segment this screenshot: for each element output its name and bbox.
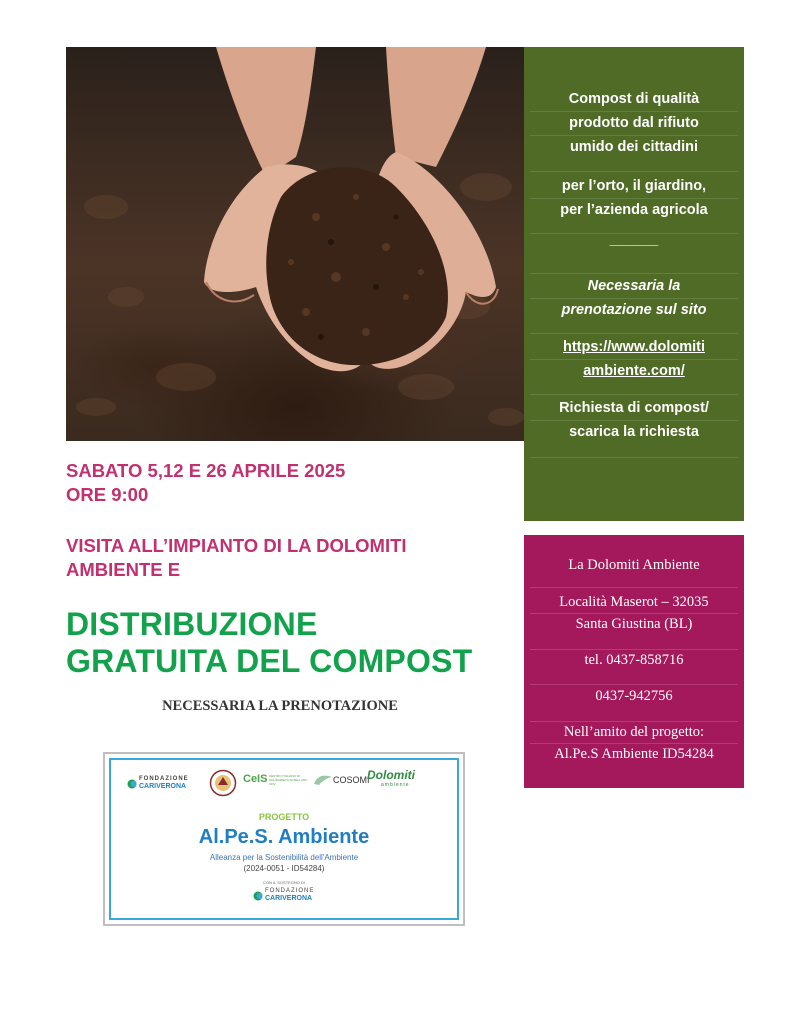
panel-divider: [530, 394, 738, 395]
panel-divider: [530, 457, 738, 458]
panel-text-line: prodotto dal rifiuto: [569, 115, 699, 131]
ceis-text: CeIS: [243, 773, 268, 785]
phone-number[interactable]: 0437-942756: [595, 688, 673, 704]
booking-note: prenotazione sul sito: [561, 302, 707, 318]
panel-divider: [530, 587, 738, 588]
hands-holding-soil-illustration: [66, 47, 524, 441]
ceis-subtext: CENTRO ITALIANO DI SOLIDARIETÀ DI BELLUNO ODV: [269, 774, 308, 786]
cariverona-text: FONDAZIONE: [139, 776, 189, 782]
address-line: Santa Giustina (BL): [575, 616, 693, 632]
project-code: (2024-0051 - ID54284): [243, 864, 325, 873]
event-time: ORE 9:00: [66, 484, 149, 505]
visit-heading: VISITA ALL’IMPIANTO DI LA DOLOMITI: [66, 535, 407, 556]
compost-info-panel: [524, 47, 744, 521]
project-reference: Al.Pe.S Ambiente ID54284: [554, 746, 714, 762]
project-reference: Nell’amito del progetto:: [563, 724, 705, 740]
footer-cariverona-text: FONDAZIONE: [265, 888, 315, 894]
distribution-heading: DISTRIBUZIONE: [66, 606, 318, 642]
compost-request-text: scarica la richiesta: [569, 424, 699, 440]
panel-text-line: umido dei cittadini: [569, 139, 699, 155]
footer-cariverona-text: CARIVERONA: [265, 895, 313, 902]
project-title: Al.Pe.S. Ambiente: [198, 826, 370, 848]
contact-panel: [524, 535, 744, 788]
support-note: CON IL SOSTEGNO DI: [262, 880, 306, 885]
panel-text-line: per l’orto, il giardino,: [561, 178, 707, 194]
cariverona-text: CARIVERONA: [139, 783, 187, 790]
phone-number[interactable]: tel. 0437-858716: [584, 652, 684, 668]
panel-divider: [530, 333, 738, 334]
event-date: SABATO 5,12 E 26 APRILE 2025: [66, 460, 346, 481]
cariverona-mark-icon: [253, 891, 263, 901]
cosomi-mark-icon: [313, 774, 333, 786]
booking-note: Necessaria la: [587, 278, 681, 294]
project-logo-box: [103, 752, 465, 926]
footer-cariverona-logo: [251, 888, 331, 904]
panel-text-line: per l’azienda agricola: [560, 202, 708, 218]
seal-emblem-icon: [209, 769, 237, 797]
booking-required-note: NECESSARIA LA PRENOTAZIONE: [162, 698, 398, 714]
project-logo-frame: [109, 758, 459, 920]
dolomiti-subtext: ambiente: [381, 782, 410, 788]
dolomiti-text: Dolomiti: [367, 768, 415, 782]
compost-request-text: Richiesta di compost/: [559, 400, 709, 416]
distribution-heading: GRATUITA DEL COMPOST: [66, 643, 473, 679]
project-label: PROGETTO: [258, 812, 310, 822]
compost-hands-photo: [66, 47, 524, 441]
website-link[interactable]: ambiente.com/: [583, 363, 685, 379]
sponsor-logo-row: [121, 768, 451, 798]
cariverona-mark-icon: [127, 779, 137, 789]
panel-divider: [530, 171, 738, 172]
organization-name: La Dolomiti Ambiente: [568, 557, 700, 573]
address-line: Località Maserot – 32035: [559, 594, 709, 610]
panel-text-line: Compost di qualità: [568, 91, 700, 107]
project-subtitle: Alleanza per la Sostenibilità dell'Ambiente: [209, 853, 359, 862]
panel-separator-line: ______: [609, 232, 659, 248]
visit-heading: AMBIENTE E: [66, 559, 181, 580]
website-link[interactable]: https://www.dolomiti: [562, 339, 706, 355]
cosomi-text: COSOMI: [333, 775, 370, 785]
